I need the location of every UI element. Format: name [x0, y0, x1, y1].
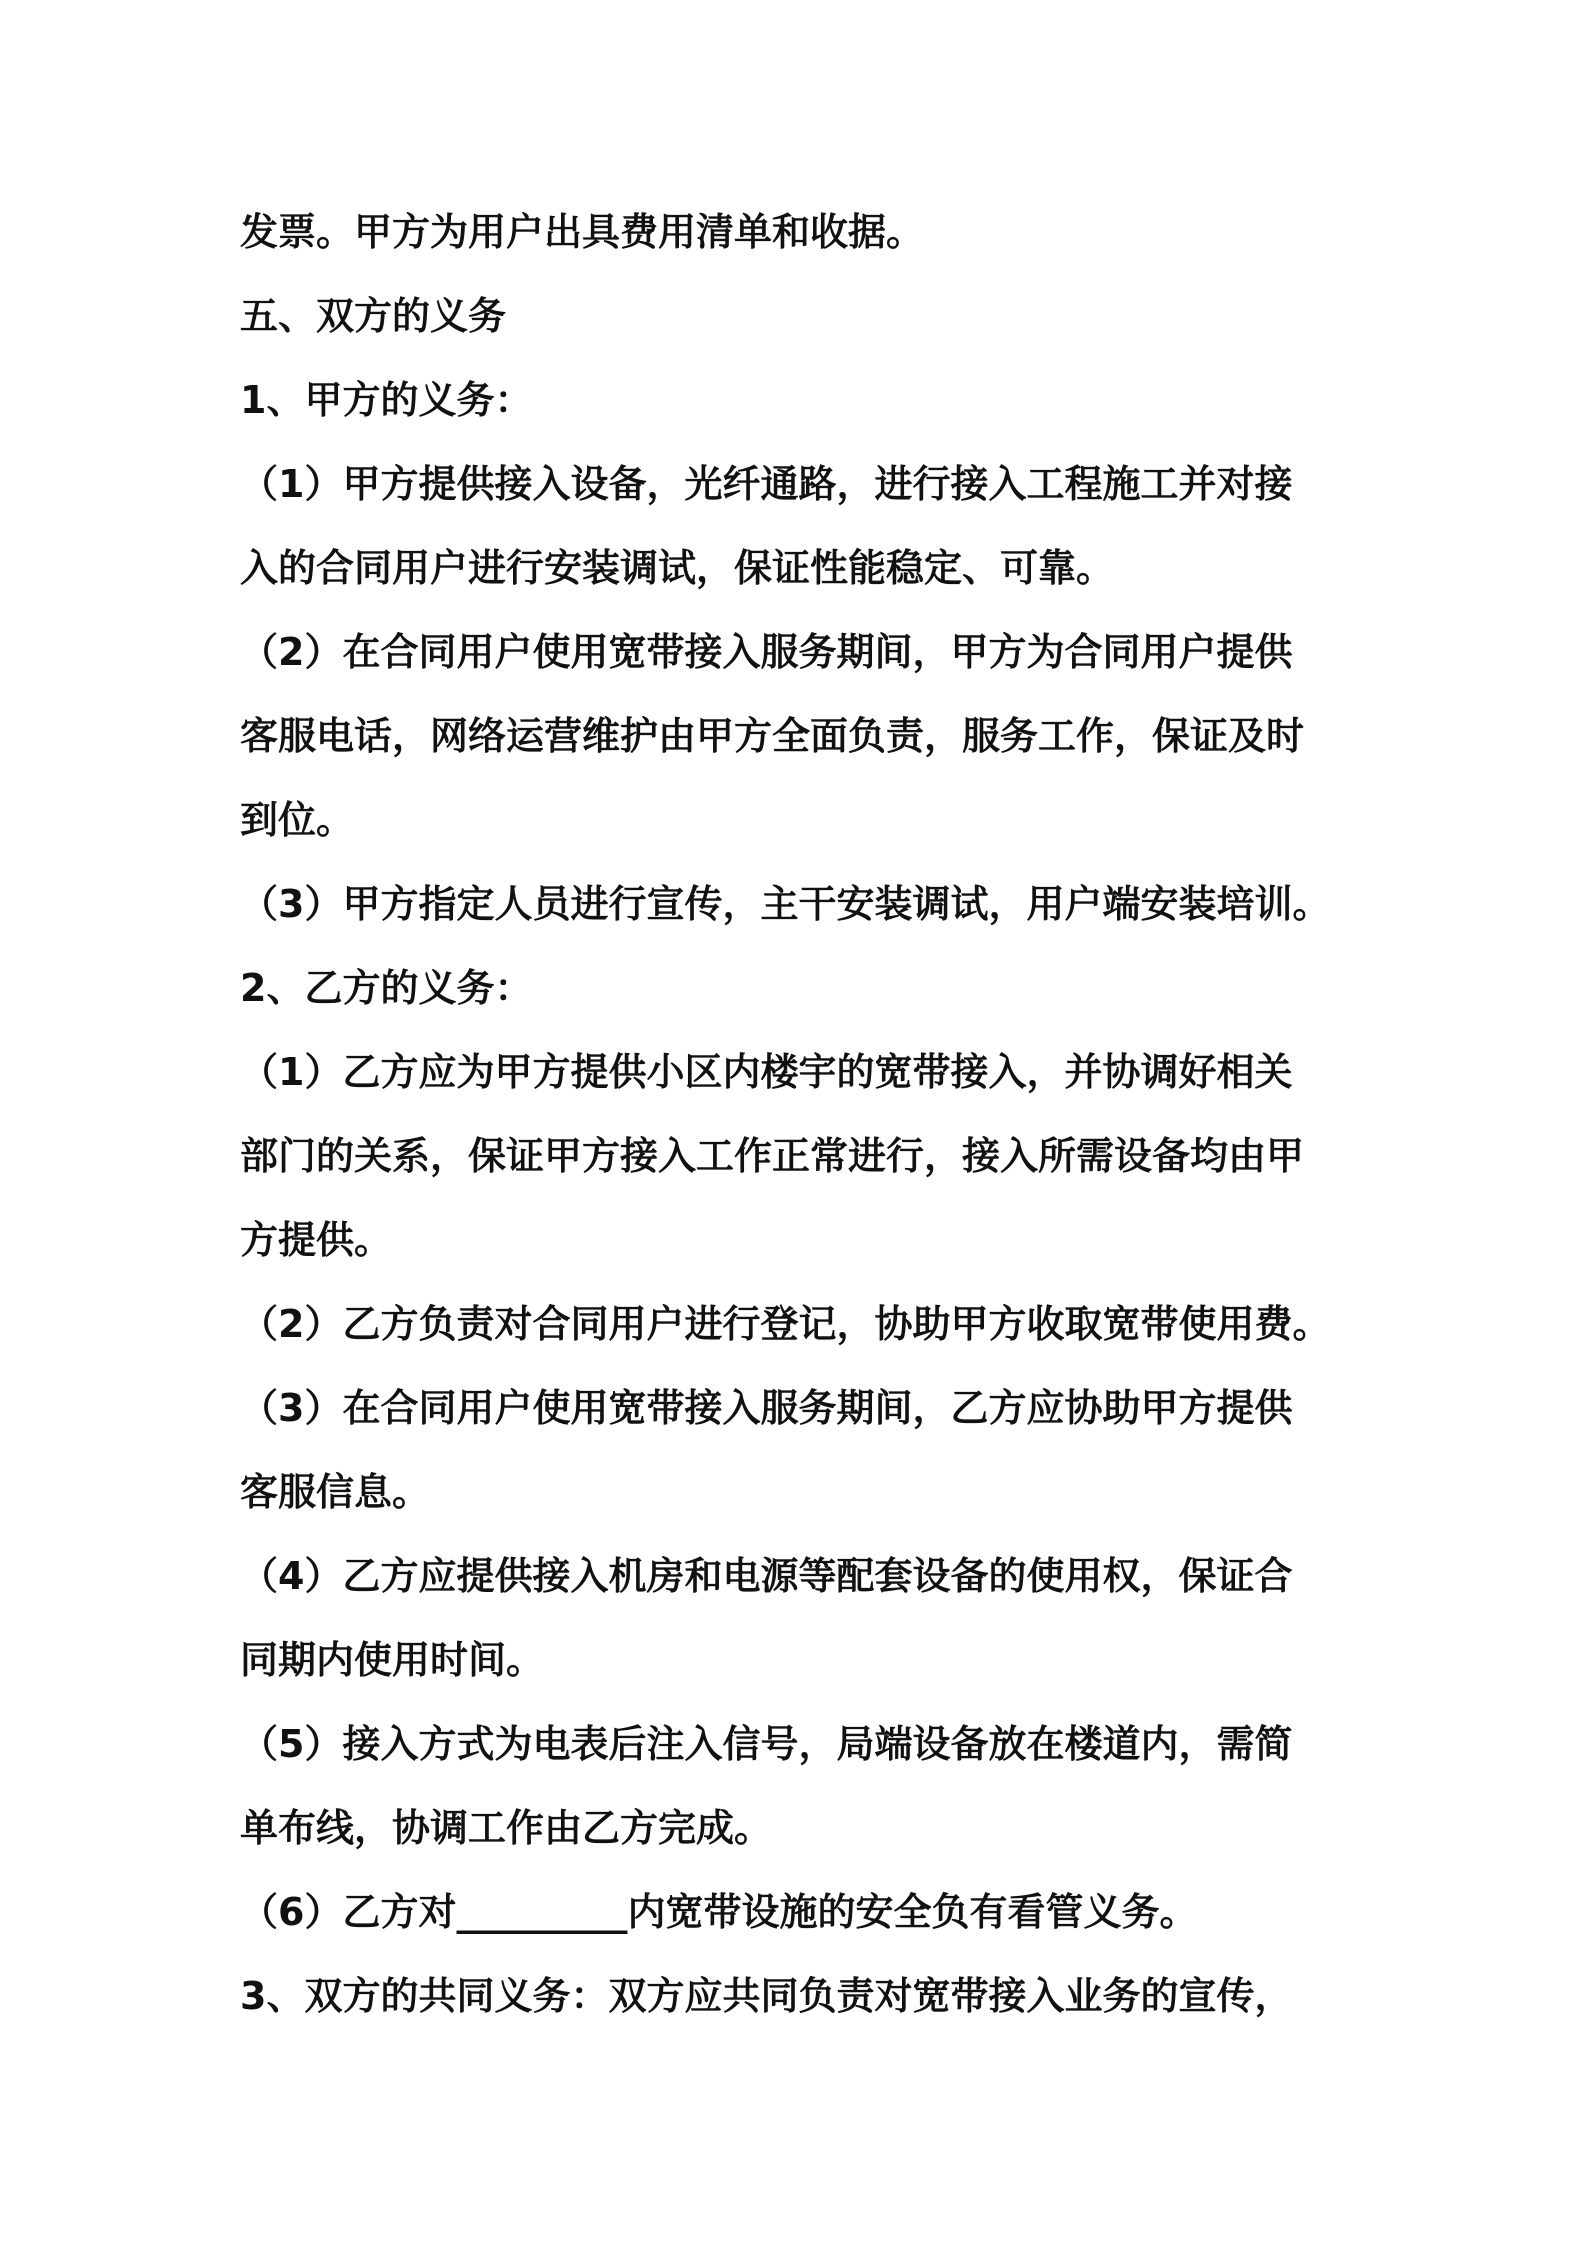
text-line: （3）在合同用户使用宽带接入服务期间，乙方应协助甲方提供	[240, 1386, 1293, 1430]
text-line: 到位。	[240, 798, 355, 842]
subsection-heading: 1、甲方的义务：	[240, 378, 533, 422]
text-line: （5）接入方式为电表后注入信号，局端设备放在楼道内，需简	[240, 1722, 1293, 1766]
text-line: （6）乙方对_________内宽带设施的安全负有看管义务。	[240, 1890, 1198, 1934]
text-line: （4）乙方应提供接入机房和电源等配套设备的使用权，保证合	[240, 1554, 1293, 1598]
text-line: （1）乙方应为甲方提供小区内楼宇的宽带接入，并协调好相关	[240, 1050, 1293, 1094]
text-line: 入的合同用户进行安装调试，保证性能稳定、可靠。	[240, 546, 1115, 590]
text-line: 3、双方的共同义务：双方应共同负责对宽带接入业务的宣传，	[240, 1974, 1293, 2018]
text-line: 方提供。	[240, 1218, 393, 1262]
text-line: 客服信息。	[240, 1470, 431, 1514]
text-line: （3）甲方指定人员进行宣传，主干安装调试，用户端安装培训。	[240, 882, 1331, 926]
text-line: 同期内使用时间。	[240, 1638, 545, 1682]
document-body	[240, 190, 1390, 2038]
subsection-heading: 2、乙方的义务：	[240, 966, 533, 1010]
text-line: 客服电话，网络运营维护由甲方全面负责，服务工作，保证及时	[240, 714, 1305, 758]
section-heading: 五、双方的义务	[240, 294, 507, 338]
text-line: 单布线，协调工作由乙方完成。	[240, 1806, 773, 1850]
text-line: 发票。甲方为用户出具费用清单和收据。	[240, 210, 925, 254]
text-line: （2）在合同用户使用宽带接入服务期间，甲方为合同用户提供	[240, 630, 1293, 674]
text-line: （1）甲方提供接入设备，光纤通路，进行接入工程施工并对接	[240, 462, 1293, 506]
text-line: 部门的关系，保证甲方接入工作正常进行，接入所需设备均由甲	[240, 1134, 1305, 1178]
text-line: （2）乙方负责对合同用户进行登记，协助甲方收取宽带使用费。	[240, 1302, 1331, 1346]
